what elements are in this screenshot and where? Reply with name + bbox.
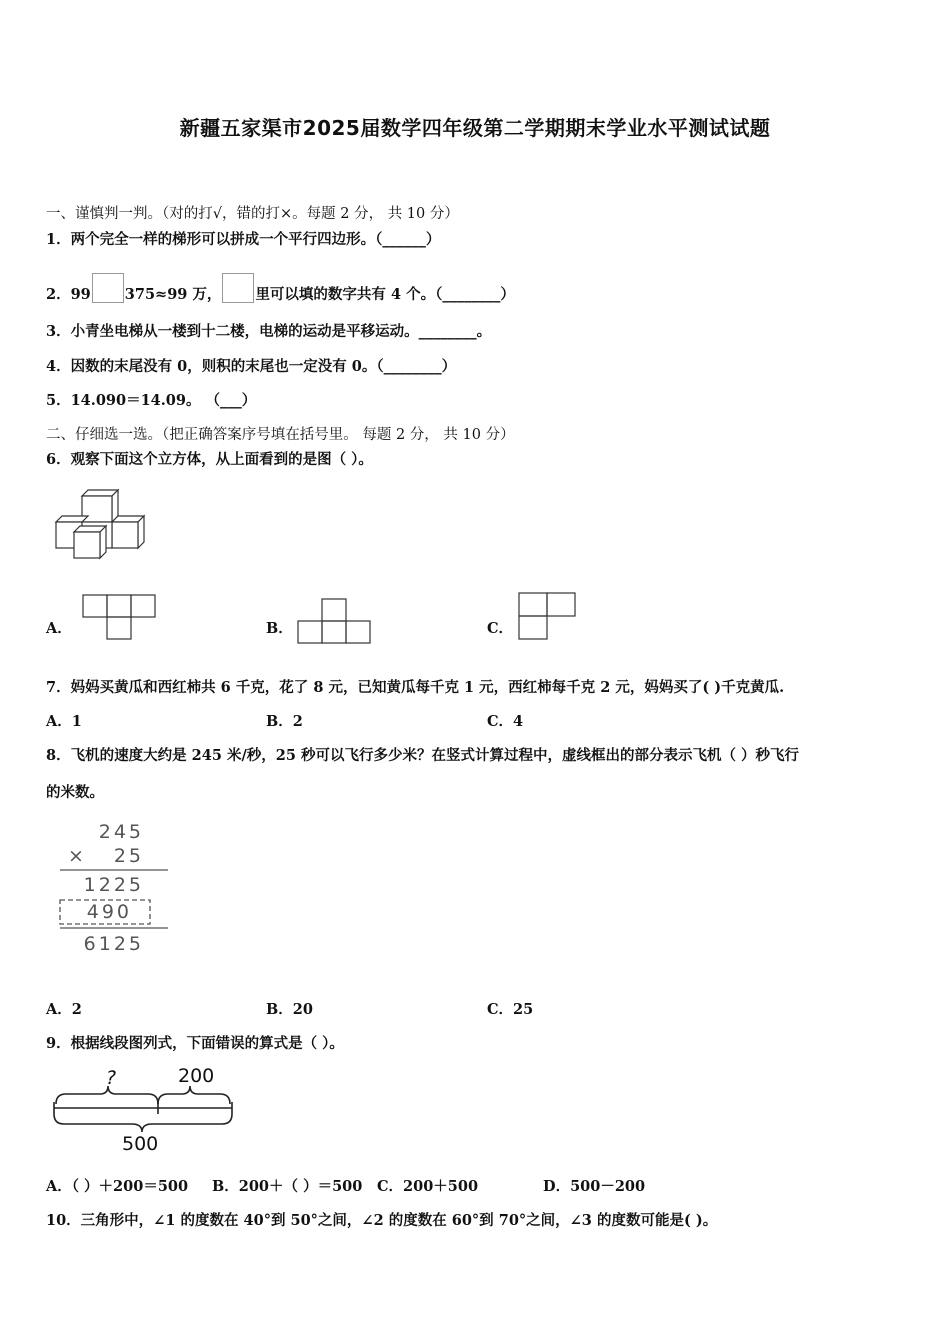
q6-option-c-figure: [518, 592, 578, 642]
q6-option-a[interactable]: A．: [46, 620, 72, 637]
unknown-label: ?: [106, 1067, 117, 1089]
partial-product-2: 490: [86, 901, 132, 923]
question-2: [46, 273, 515, 304]
question-3: 3．小青坐电梯从一楼到十二楼，电梯的运动是平移运动。________。: [46, 323, 492, 340]
question-1: 1．两个完全一样的梯形可以拼成一个平行四边形。（______）: [46, 231, 441, 248]
question-8-line-2: 的米数。: [46, 784, 104, 801]
question-6: 6．观察下面这个立方体，从上面看到的是图（ ）。: [46, 451, 373, 468]
q7-option-b[interactable]: B．2: [266, 713, 303, 730]
question-2-part-c: 里可以填的数字共有 4 个。（________）: [255, 286, 515, 303]
question-2-part-b: 375≈99 万，: [124, 286, 222, 303]
line-segment-diagram: [52, 1062, 236, 1156]
question-9: 9．根据线段图列式，下面错误的算式是（ ）。: [46, 1035, 344, 1052]
question-2-part-a: 2．99: [46, 286, 91, 303]
q9-option-d[interactable]: D．500－200: [543, 1178, 646, 1195]
section-2-heading: 二、仔细选一选。（把正确答案序号填在括号里。 每题 2 分， 共 10 分）: [46, 427, 515, 443]
question-8-line-1: 8．飞机的速度大约是 245 米/秒，25 秒可以飞行多少米？在竖式计算过程中，虚线框出的部分表示飞机（ ）秒飞行: [46, 747, 800, 764]
q6-option-b[interactable]: B．: [266, 620, 293, 637]
multiplicand: 245: [98, 821, 144, 843]
q9-option-a[interactable]: A．（ ）＋200＝500: [46, 1178, 189, 1195]
question-7: 7．妈妈买黄瓜和西红柿共 6 千克，花了 8 元，已知黄瓜每千克 1 元，西红柿每千克 2 元，妈妈买了( )千克黄瓜.: [46, 679, 785, 696]
q6-option-a-figure: [82, 594, 158, 642]
multiplier: 25: [113, 845, 144, 867]
q9-option-c[interactable]: C．200＋500: [377, 1178, 479, 1195]
brace-part: [158, 1086, 230, 1104]
total-label: 500: [122, 1133, 159, 1155]
brace-total: [54, 1114, 232, 1132]
q7-option-c[interactable]: C．4: [487, 713, 524, 730]
q6-option-b-figure: [297, 598, 373, 646]
answer-box-2[interactable]: [222, 273, 254, 303]
question-5: 5．14.090＝14.09。 （___）: [46, 392, 257, 409]
section-1-heading: 一、谨慎判一判。（对的打√，错的打×。每题 2 分， 共 10 分）: [46, 206, 459, 222]
vertical-multiplication: [56, 814, 172, 956]
brace-unknown: [56, 1086, 158, 1104]
part-label: 200: [178, 1065, 215, 1087]
partial-product-1: 1225: [83, 874, 144, 896]
q6-option-c[interactable]: C．: [487, 620, 514, 637]
answer-box-1[interactable]: [92, 273, 124, 303]
q8-option-b[interactable]: B．20: [266, 1001, 313, 1018]
product-result: 6125: [83, 933, 144, 955]
cube-stack-figure: [52, 488, 147, 560]
page-title: 新疆五家渠市2025届数学四年级第二学期期末学业水平测试试题: [179, 116, 771, 140]
question-4: 4．因数的末尾没有 0，则积的末尾也一定没有 0。（________）: [46, 358, 457, 375]
q8-option-a[interactable]: A．2: [46, 1001, 82, 1018]
q9-option-b[interactable]: B．200＋（ ）＝500: [212, 1178, 363, 1195]
q7-option-a[interactable]: A．1: [46, 713, 82, 730]
multiply-sign: ×: [68, 845, 87, 867]
question-10: 10．三角形中，∠1 的度数在 40°到 50°之间，∠2 的度数在 60°到 70°之间，∠3 的度数可能是( )。: [46, 1212, 718, 1229]
q8-option-c[interactable]: C．25: [487, 1001, 534, 1018]
